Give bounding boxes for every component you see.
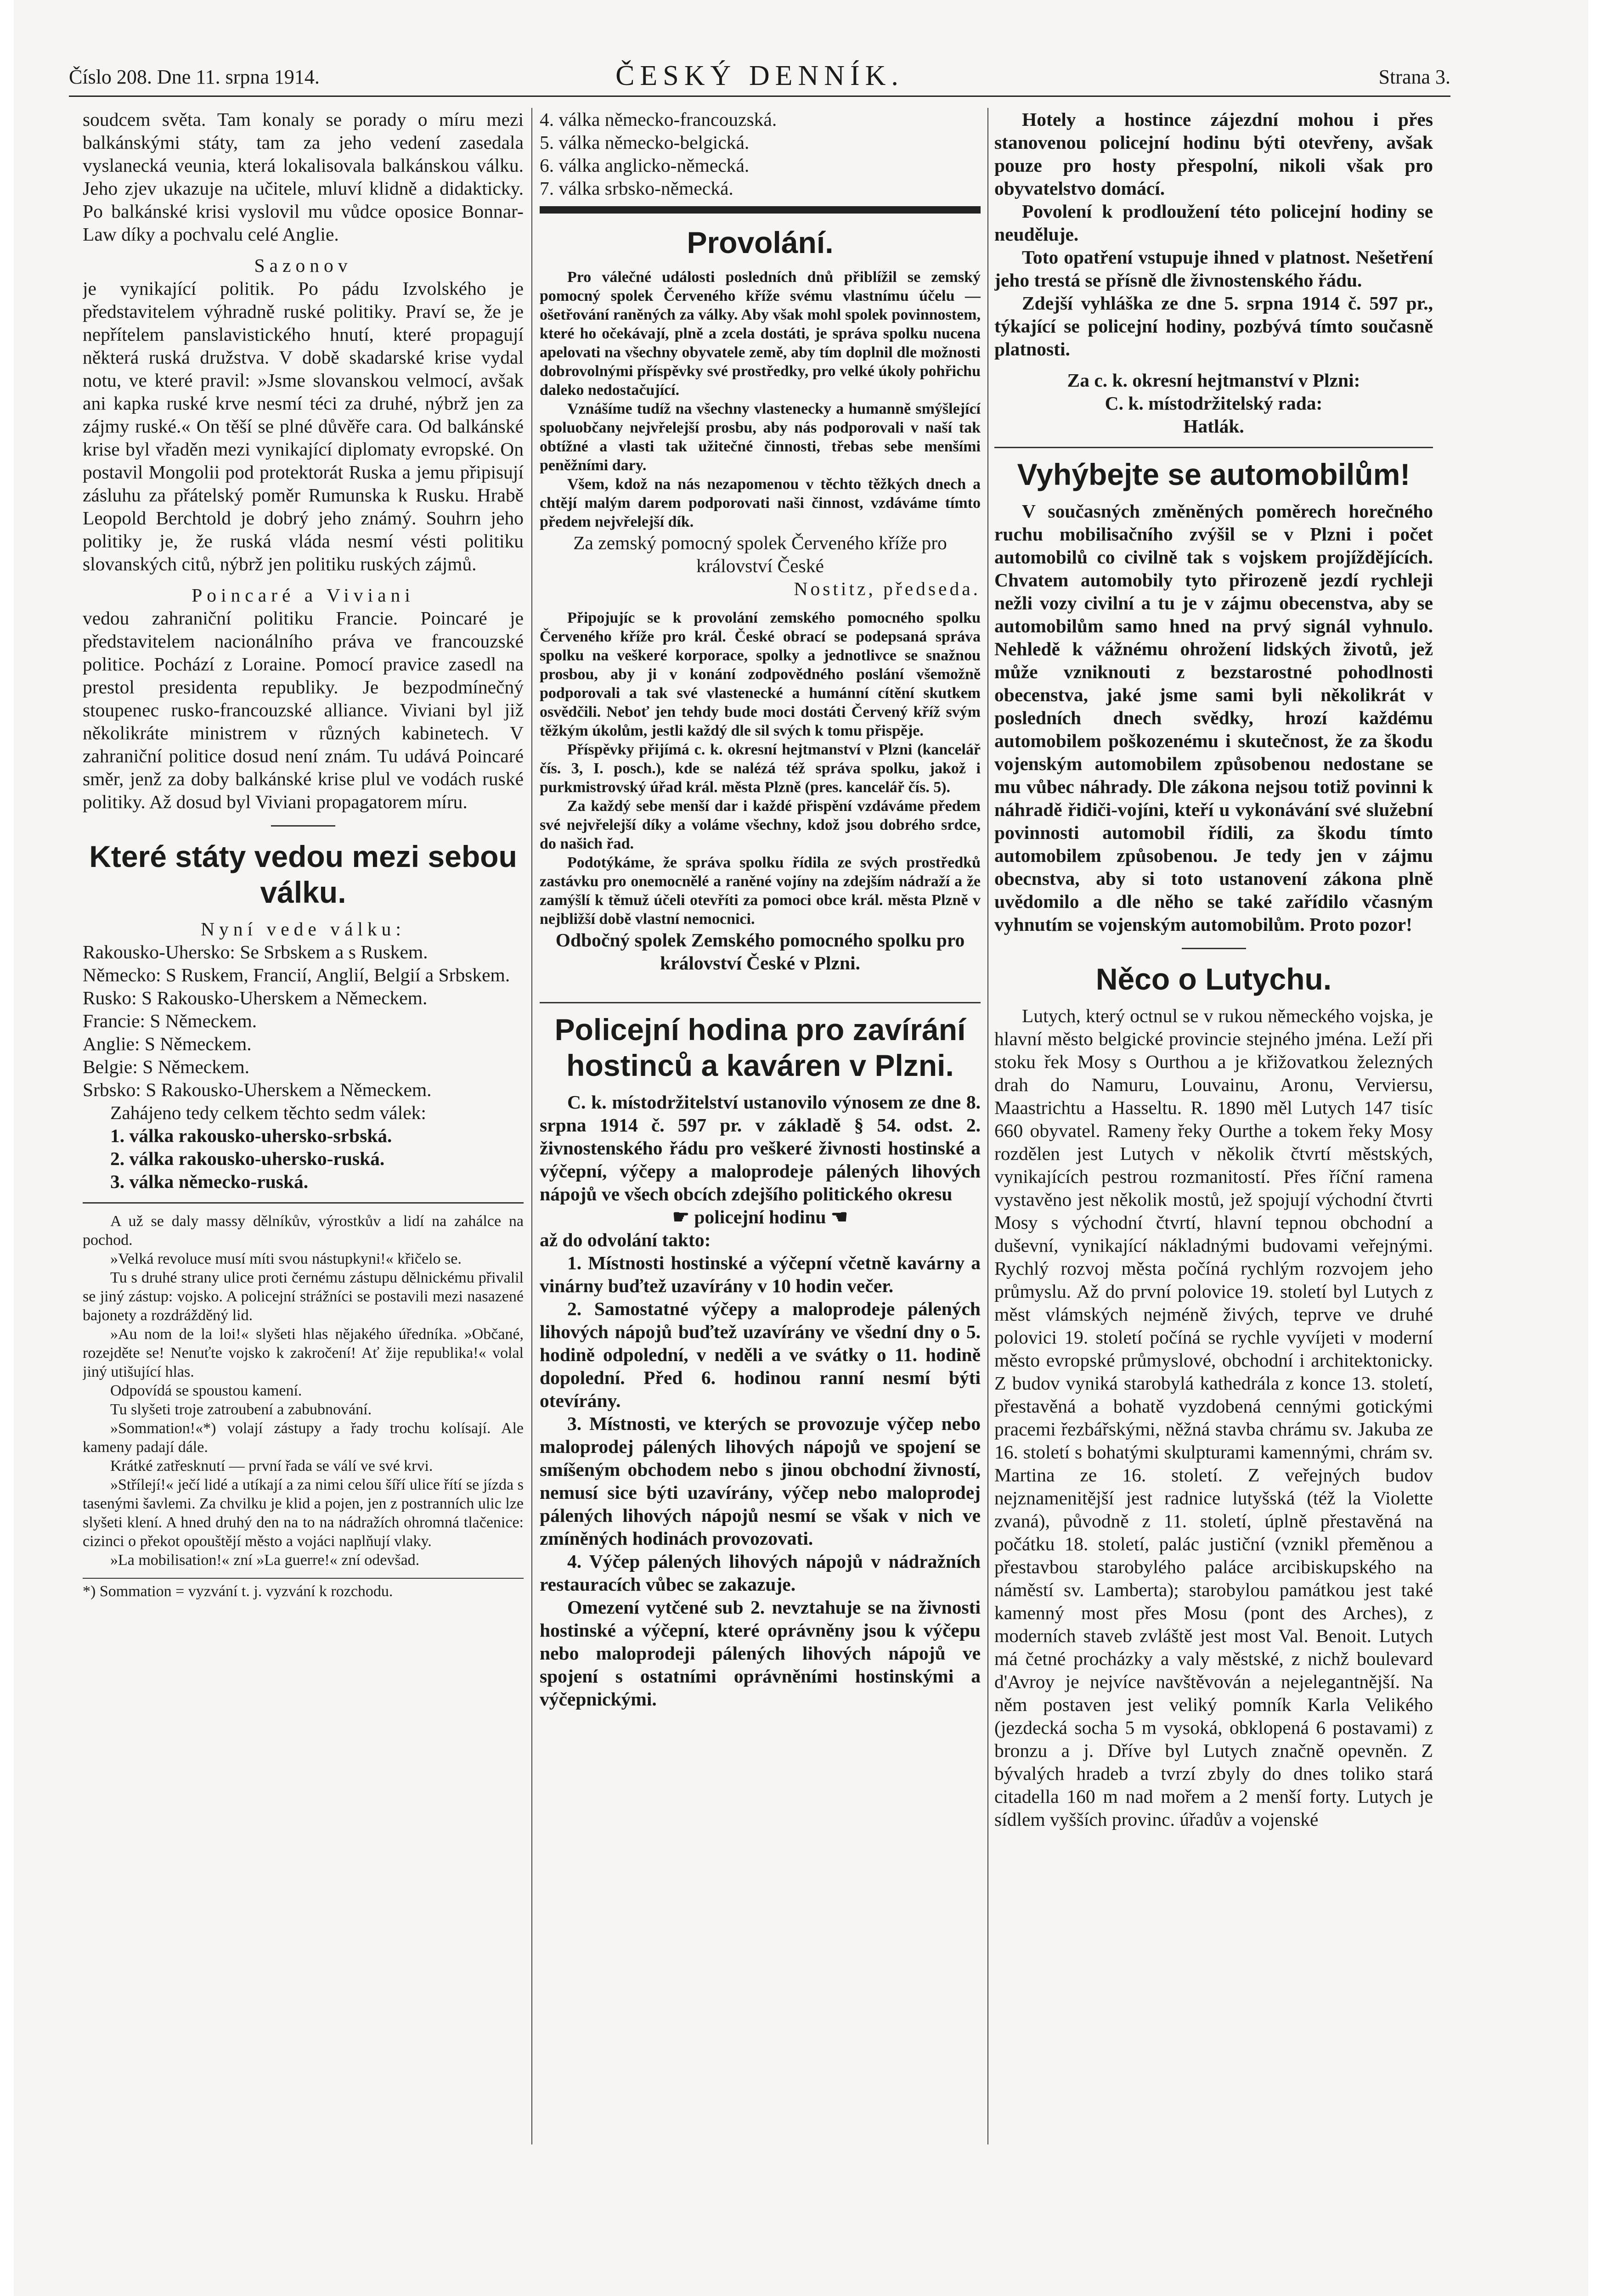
scan-border-right [1588, 0, 1602, 2296]
article-text: Zdejší vyhláška ze dne 5. srpna 1914 č. 597 pr., týkající se policejní hodiny, pozbývá tímto současně platnosti. [994, 293, 1433, 360]
masthead-title: ČESKÝ DENNÍK. [615, 60, 904, 91]
article-text: Toto opatření vstupuje ihned v platnost. Nešetření jeho trestá se přísně dle živnostenského řádu. [994, 247, 1433, 291]
headline: Policejní hodina pro zavírání hostinců a kaváren v Plzni. [554, 1013, 966, 1082]
rule-item: 1. Místnosti hostinské a výčepní včetně kavárny a vinárny buďtež uzavírány v 10 hodin večer. [540, 1252, 981, 1296]
column-2 [540, 108, 981, 2144]
appeal-text: Pro válečné události posledních dnů přiblížil se zemský pomocný spolek Červeného kříže svému vlastnímu účelu — ošetřování raněných za války. Aby však mohl spolek povinnostem, které ho očekávají, plně a zcela dostáti, je správa spolku nucena apelovati na všechny obyvatele země, aby tím doplnil dle možnosti dobrovolnými příspěvky své prostředky, pro velké úkoly pohřichu daleko nedostačující. [540, 269, 981, 399]
column-1 [83, 108, 524, 2144]
scan-border-left [0, 0, 14, 2296]
list-item: 6. válka anglicko-německá. [540, 155, 750, 176]
list-item: 5. válka německo-belgická. [540, 132, 750, 153]
page-number: Strana 3. [1378, 66, 1450, 88]
signature-org: Za zemský pomocný spolek Červeného kříže pro království České [573, 532, 947, 576]
rule-item: 2. Samostatné výčepy a maloprodeje pálených lihových nápojů buďtež uzavírány ve všední dny o 5. hodině odpolední, v neděli a ve svátky o 11. hodině dopolední. Před 6. hodinou ranní nesmí býti otevírány. [540, 1298, 981, 1411]
article-text: soudcem světa. Tam konaly se porady o míru mezi balkánskými státy, tam za jeho vedení zasedala vyslanecká veunia, která lokalisovala balkánskou válku. Jeho zjev ukazuje na učitele, mluví klidně a didakticky. Po balkánské krisi vyslovil mu vůdce oposice Bonnar-Law díky a pochvalu celé Anglie. [83, 109, 524, 245]
appeal-text: Vznášíme tudíž na všechny vlastenecky a humanně smýšlející spoluobčany nejvřelejší prosbu, aby nás podporovali v naší tak obtížné a vlasti tak užitečné činnosti, třebas sebe menšími peněžními dary. [540, 400, 981, 474]
column-3 [994, 108, 1433, 2144]
subheading: Nyní vede válku: [201, 918, 406, 940]
story-text: Tu slyšeti troje zatroubení a zabubnování. [110, 1401, 372, 1418]
article-text: V současných změněných poměrech horečného ruchu mobilisačního zvýšil se v Plzni i počet automobilů co civilně tak s vojskem projíždějících. Chvatem automobily tyto přirozeně jezdí rychleji nežli vozy civilní a tu je v zájmu obecenstva, aby se automobilům samo hned na prvý signál vyhnulo. Nehledě k vážnému ohrožení lidských životů, jež může vzniknouti z bezstarostné pohodlnosti obecenstva, jaké jsme sami byli několikrát v posledních dnech svědky, hrozí každému automobilem poškozenému i skutečnost, že za škodu vojenským automobilem způsobenou nedostane se mu vůbec náhrady. Dle zákona nejsou totiž povinni k náhradě řidiči-vojíni, kteří u vykonávání své služební povinnosti automobil řídili, za škodu tímto automobilem způsobenou. Je tedy jen v zájmu obecnstva, aby si toto ustanovení zákona plně uvědomilo a dle něho se také zařídilo včasným vyhnutím se vojenským automobilům. Proto pozor! [994, 501, 1433, 935]
article-text: je vynikající politik. Po pádu Izvolského je představitelem výhradně ruské politiky. Praví se, že je nepřítelem panslavistického hnutí, které propagují některá ruská družstva. V době skadarské krise vydal notu, ve které pravil: »Jsme slovanskou velmocí, avšak ani kapka ruské krve nesmí téci za druhé, nýbrž jen za zájmy ruské.« On těší se plné důvěře cara. Od balkánské krise byl vřaděn mezi vynikající diplomaty evropské. On postavil Mongolii pod protektorát Ruska a jemu připisují zásluhu za přátelský poměr Rumunska k Rusku. Hrabě Leopold Berchtold je dobrý jeho známý. Souhrn jeho politiky je, že ruská vláda nesmí vésti politiku slovanských citů, nýbrž jen politiku ruských zájmů. [83, 278, 524, 574]
list-item: 3. válka německo-ruská. [110, 1171, 309, 1192]
column-divider [987, 108, 988, 2144]
issue-date: Číslo 208. Dne 11. srpna 1914. [69, 66, 320, 88]
list-item: Francie: S Německem. [83, 1010, 257, 1031]
story-text: Tu s druhé strany ulice proti černému zástupu dělnickému přivalil se jiný zástup: vojsko. A policejní strážníci se postavili mezi nasazené bajonety a rozdrážděný lid. [83, 1269, 524, 1324]
footnote: *) Sommation = vyzvání t. j. vyzvání k rozchodu. [83, 1578, 524, 1601]
police-hour-label: ☛ policejní hodinu ☚ [672, 1206, 848, 1227]
story-text: »Au nom de la loi!« slyšeti hlas nějakého úředníka. »Občané, rozejděte se! Nenuťte vojsko k zakročení! Ať žije republika!« volal jiný utišující hlas. [83, 1326, 524, 1380]
article-text: Zahájeno tedy celkem těchto sedm válek: [110, 1102, 426, 1123]
official-name: Hatlák. [1183, 416, 1244, 437]
story-text: »Sommation!«*) volají zástupy a řady trochu kolísají. Ale kameny padají dále. [83, 1420, 524, 1456]
headline: Vyhýbejte se automobilům! [1017, 457, 1410, 491]
rule-item: Omezení vytčené sub 2. nevztahuje se na živnosti hostinské a výčepní, které oprávněny jsou k výčepu nebo maloprodeji pálených lihových nápojů ve spojení s ostatními oprávněními hostinskými a výčepnickými. [540, 1597, 981, 1710]
rule-item: 4. Výčep pálených lihových nápojů v nádražních restauracích vůbec se zakazuje. [540, 1551, 981, 1595]
divider [1182, 948, 1246, 949]
headline: Které státy vedou mezi sebou válku. [89, 839, 517, 909]
list-item: Německo: S Ruskem, Francií, Anglií, Belgií a Srbskem. [83, 964, 510, 985]
branch-signature: Odbočný spolek Zemského pomocného spolku pro království České v Plzni. [555, 929, 965, 974]
list-item: 1. válka rakousko-uhersko-srbská. [110, 1125, 392, 1146]
appeal-text: Podotýkáme, že správa spolku řídila ze svých prostředků zastávku pro onemocnělé a raněné vojíny na zdejším nádraží a že zamýšlí k těmuž účeli otevříti za pomoci obce král. města Plzně v nejbližší době vlastní nemocnici. [540, 854, 981, 928]
story-text: Krátké zatřesknutí — první řada se válí ve své krvi. [110, 1458, 433, 1474]
story-text: »La mobilisation!« zní »La guerre!« zní odevšad. [110, 1552, 420, 1569]
header-rule [69, 96, 1450, 97]
divider [83, 1202, 524, 1204]
appeal-text: Za každý sebe menší dar i každé přispění vzdáváme předem své nejvřelejší díky a voláme všechny, kdož jsou dobrého srdce, do našich řad. [540, 798, 981, 852]
divider [540, 1002, 981, 1003]
signature-name: Nostitz, předseda. [794, 578, 981, 599]
list-item: Rakousko-Uhersko: Se Srbskem a s Ruskem. [83, 941, 428, 962]
divider [540, 206, 981, 214]
article-text: C. k. místodržitelství ustanovilo výnosem ze dne 8. srpna 1914 č. 597 pr. v základě § 54. odst. 2. živnostenského řádu pro veškeré živnosti hostinské a výčepní, výčepy a maloprodeje pálených lihových nápojů ve všech obcích zdejšího politického okresu [540, 1092, 981, 1204]
story-text: »Velká revoluce musí míti svou nástupkyni!« křičelo se. [110, 1250, 462, 1267]
story-text: Odpovídá se spoustou kamení. [110, 1382, 302, 1399]
section-heading: Poincaré a Viviani [192, 585, 415, 606]
article-text: až do odvolání takto: [540, 1229, 711, 1250]
list-item: Rusko: S Rakousko-Uherskem a Německem. [83, 987, 428, 1008]
divider [271, 825, 335, 827]
page-header [69, 60, 1450, 96]
article-text: Hotely a hostince zájezdní mohou i přes stanovenou policejní hodinu býti otevřeny, avšak pouze pro hosty přespolní, nikoli však pro obyvatelstvo domácí. [994, 109, 1433, 199]
section-heading: Sazonov [254, 255, 352, 276]
headline: Provolání. [687, 225, 834, 259]
list-item: Anglie: S Německem. [83, 1033, 252, 1054]
list-item: 2. válka rakousko-uhersko-ruská. [110, 1148, 385, 1169]
list-item: Belgie: S Německem. [83, 1056, 250, 1077]
list-item: 7. válka srbsko-německá. [540, 178, 733, 199]
appeal-text: Připojujíc se k provolání zemského pomocného spolku Červeného kříže pro král. České obrací se podepsaná správa spolku na veškeré korporace, spolky a jednotlivce se snažnou prosbou, aby ji v konání zodpovědného poslání všemožně podporovali a tak své vlastenecké a humánní cítění skutkem osvědčili. Neboť jen tehdy bude moci dostáti Červený kříž svým těžkým úkolům, jestli každý dle sil svých k tomu přispěje. [540, 609, 981, 739]
article-text: Povolení k prodloužení této policejní hodiny se neuděluje. [994, 201, 1433, 245]
article-text: vedou zahraniční politiku Francie. Poincaré je představitelem nacionálního práva ve francouzské politice. Pochází z Loraine. Pomocí pravice zasedl na prestol presidenta republiky. Je bezpodmínečný stoupenec rusko-francouzské alliance. Viviani byl již několikráte ministrem v různých kabinetech. V zahraniční politice dosud není znám. Tu udává Poincaré směr, jenž za doby balkánské krise plul ve vodách ruské politiky. Až dosud byl Viviani propagatorem míru. [83, 608, 524, 812]
headline: Něco o Lutychu. [1095, 962, 1332, 996]
rule-item: 3. Místnosti, ve kterých se provozuje výčep nebo maloprodej pálených lihových nápojů ve spojení se smíšeným obchodem nebo s jinou obchodní živností, nemusí sice býti uzavírány, výčep nebo maloprodej pálených lihových nápojů nesmí se však v nich ve zmíněných hodinách provozovati. [540, 1413, 981, 1549]
column-divider [531, 108, 532, 2144]
story-text: »Střílejí!« ječí lidé a utíkají a za nimi celou šíří ulice řítí se jízda s tasenými šavlemi. Za chvilku je klid a pojen, jen z postranních ulic lze slyšeti klení. A hned druhý den na to na nádražích ohromná tlačenice: cizinci o překot opouštějí město a vojáci naplňují vlaky. [83, 1476, 524, 1550]
divider [994, 447, 1433, 448]
official-title: C. k. místodržitelský rada: [1105, 393, 1323, 414]
appeal-text: Všem, kdož na nás nezapomenou v těchto těžkých dnech a chtějí malým darem podporovati naši činnost, vzdáváme tímto předem nejvřelejší dík. [540, 476, 981, 530]
appeal-text: Příspěvky přijímá c. k. okresní hejtmanství v Plzni (kancelář čís. 3, I. posch.), kde se nalézá též správa spolku, jakož i purkmistrovský úřad král. města Plzně (pres. kancelář čís. 5). [540, 741, 981, 796]
list-item: Srbsko: S Rakousko-Uherskem a Německem. [83, 1079, 432, 1100]
story-text: A už se daly massy dělníkův, výrostkův a lidí na zahálce na pochod. [83, 1213, 524, 1249]
article-text: Lutych, který octnul se v rukou německého vojska, je hlavní město belgické provincie stejného jména. Leží při stoku řek Mosy s Ourthou a je křižovatkou železných drah do Namuru, Louvainu, Aronu, Verviersu, Maastrichtu a Hasseltu. R. 1890 měl Lutych 147 tisíc 660 obyvatel. Rameny řeky Ourthe a tokem řeky Mosy rozdělen jest Lutych v několik čtvrtí městských, vynikajících pestrou rozmanitostí. Přes říční ramena vystavěno jest několik mostů, jež spojují východní čtvrti Mosy s východní čtvrtí, hlavní tepnou obchodní a duševní, vynikající nákladnými budovami veřejnými. Rychlý rozvoj města počíná rychlým rozvojem jeho průmyslu. Až do první polovice 19. století byl Lutych z měst vlámských nejméně živých, teprve ve druhé polovici 19. století počíná se rychle vyvíjeti v moderní město evropské průmyslové, obchodní i architektonicky. Z budov vyniká starobylá kathedrála z konce 13. století, přestavěná a bohatě vyzdobená cennými gotickými pracemi řezbářskými, něžná stavba chrámu sv. Jakuba ze 16. století s bohatými skulpturami kamennými, chrám sv. Martina ze 16. století. Z veřejných budov nejznamenitější jest radnice lutyšská (též la Violette zvaná), původně z 11. století, úplně přestavěná na počátku 18. století, palác justiční (vznikl přeměnou a přestavbou starobylého paláce arcibiskupského na náměstí sv. Lamberta); starobylou památkou jest také kamenný most přes Mosu (pont des Arches), z moderních staveb zvláště jest most Val. Benoit. Lutych má četné procházky a valy městské, z nichž boulevard d'Avroy je nejvíce navštěvován a nejelegantnější. Na něm postaven jest veliký pomník Karla Velikého (jezdecká socha 5 m vysoká, obklopená 6 postavami) z bronzu a j. Dříve byl Lutych značně opevněn. Z bývalých hradeb a tvrzí zbyly do dnes toliko stará citadella 160 m nad mořem a 2 menší forty. Lutych je sídlem vyšších provinc. úřadův a vojenské [994, 1005, 1433, 1830]
authority-line: Za c. k. okresní hejtmanství v Plzni: [1067, 370, 1360, 391]
list-item: 4. válka německo-francouzská. [540, 109, 777, 130]
